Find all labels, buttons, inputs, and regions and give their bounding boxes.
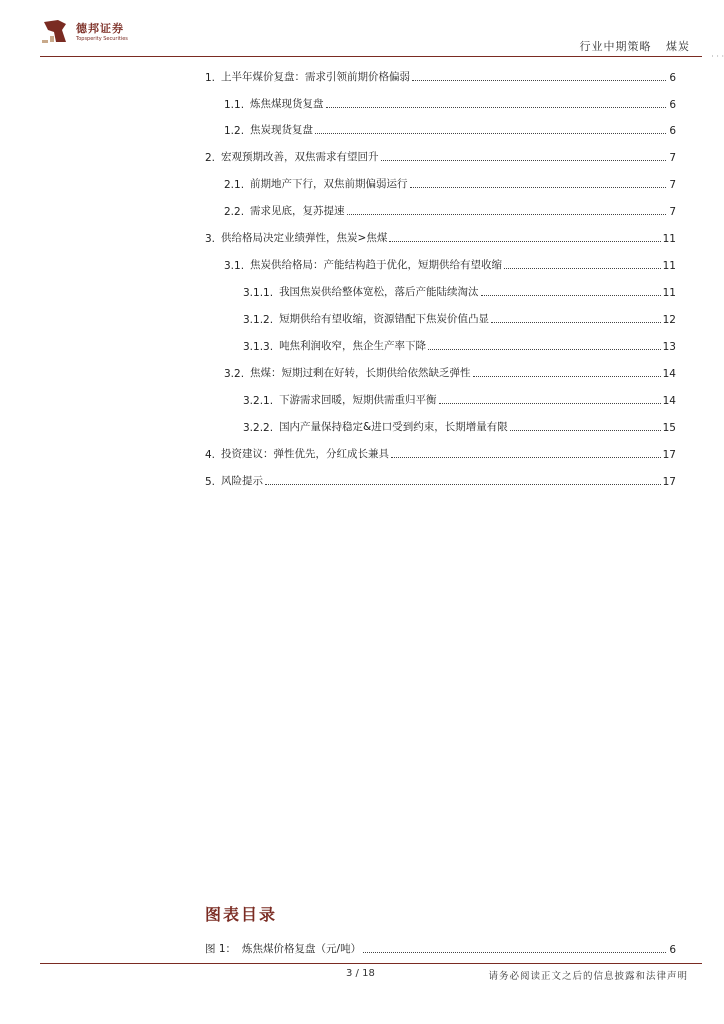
toc-entry[interactable] — [205, 472, 676, 488]
header-report-info — [570, 38, 691, 54]
toc-page: 11 — [662, 260, 676, 272]
footer-divider — [40, 963, 702, 964]
toc-entry[interactable] — [224, 202, 676, 218]
toc-page: 14 — [662, 368, 676, 380]
toc-entry[interactable] — [243, 310, 676, 326]
toc-entry[interactable] — [224, 175, 676, 191]
logo-text-en: Topsperity Securities — [76, 36, 128, 42]
toc-page: 7 — [669, 152, 676, 164]
toc-page: 7 — [669, 206, 676, 218]
toc-title: 下游需求回暖，短期供需重归平衡 — [279, 394, 437, 406]
toc-leader — [265, 483, 661, 485]
toc-title: 上半年煤价复盘：需求引领前期价格偏弱 — [221, 71, 411, 83]
toc-page: 13 — [662, 341, 676, 353]
logo-text-cn: 德邦证券 — [76, 22, 124, 35]
toc-leader — [389, 240, 660, 242]
toc-number: 3.1.3. — [243, 341, 274, 353]
toc-leader — [439, 402, 661, 404]
toc-page: 12 — [662, 314, 676, 326]
toc-entry[interactable] — [243, 283, 676, 299]
toc-title: 焦煤：短期过剩在好转，长期供给依然缺乏弹性 — [250, 367, 471, 379]
toc-leader — [412, 79, 666, 81]
industry-label: 煤炭 — [666, 40, 690, 53]
figure-page: 6 — [669, 944, 676, 956]
toc-entry[interactable] — [224, 95, 676, 111]
page-number: 3 / 18 — [346, 968, 375, 979]
header-divider — [40, 56, 702, 57]
toc-number: 3.2.1. — [243, 395, 274, 407]
toc-entry[interactable] — [205, 445, 676, 461]
toc-page: 11 — [662, 233, 676, 245]
toc-page: 14 — [662, 395, 676, 407]
toc-entry[interactable] — [205, 229, 676, 245]
toc-number: 5. — [205, 476, 216, 488]
figure-list-entry[interactable] — [205, 940, 676, 956]
toc-page: 6 — [669, 72, 676, 84]
logo-mark-icon — [40, 16, 70, 46]
toc-leader — [473, 375, 661, 377]
toc-page: 15 — [662, 422, 676, 434]
footer-disclaimer: 请务必阅读正文之后的信息披露和法律声明 — [488, 971, 688, 982]
toc-title: 炼焦煤现货复盘 — [250, 98, 324, 110]
edge-marks: · · · — [711, 52, 724, 61]
toc-page: 6 — [669, 99, 676, 111]
toc-page: 17 — [662, 476, 676, 488]
toc-leader — [391, 456, 661, 458]
toc-leader — [481, 294, 661, 296]
toc-number: 1. — [205, 72, 216, 84]
toc-page: 11 — [662, 287, 676, 299]
toc-entry[interactable] — [224, 121, 676, 137]
company-logo — [40, 14, 160, 50]
toc-number: 2.1. — [224, 179, 245, 191]
toc-leader — [428, 348, 661, 350]
toc-title: 需求见底，复苏提速 — [250, 205, 345, 217]
toc-number: 1.2. — [224, 125, 245, 137]
toc-leader — [315, 132, 666, 134]
toc-title: 前期地产下行，双焦前期偏弱运行 — [250, 178, 408, 190]
toc-page: 6 — [669, 125, 676, 137]
toc-number: 1.1. — [224, 99, 245, 111]
toc-number: 2. — [205, 152, 216, 164]
toc-entry[interactable] — [243, 337, 676, 353]
toc-title: 我国焦炭供给整体宽松，落后产能陆续淘汰 — [279, 286, 479, 298]
toc-leader — [347, 213, 666, 215]
toc-number: 3.2. — [224, 368, 245, 380]
report-type: 行业中期策略 — [579, 40, 652, 53]
toc-entry[interactable] — [205, 68, 676, 84]
toc-title: 短期供给有望收缩，资源错配下焦炭价值凸显 — [279, 313, 490, 325]
toc-title: 焦炭现货复盘 — [250, 124, 314, 136]
toc-entry[interactable] — [243, 418, 676, 434]
toc-title: 风险提示 — [221, 475, 264, 487]
toc-title: 国内产量保持稳定&进口受到约束，长期增量有限 — [279, 421, 508, 433]
toc-number: 4. — [205, 449, 216, 461]
toc-number: 3.1. — [224, 260, 245, 272]
toc-page: 7 — [669, 179, 676, 191]
toc-leader — [504, 267, 661, 269]
figure-list-heading: 图表目录 — [205, 905, 278, 924]
toc-number: 3.1.1. — [243, 287, 274, 299]
figure-title: 炼焦煤价格复盘（元/吨） — [242, 943, 362, 955]
figure-label: 图 1： — [205, 943, 237, 955]
toc-number: 3. — [205, 233, 216, 245]
toc-leader — [510, 429, 661, 431]
toc-title: 焦炭供给格局：产能结构趋于优化，短期供给有望收缩 — [250, 259, 503, 271]
toc-title: 吨焦利润收窄，焦企生产率下降 — [279, 340, 427, 352]
toc-number: 2.2. — [224, 206, 245, 218]
toc-title: 供给格局决定业绩弹性，焦炭>焦煤 — [221, 232, 388, 244]
toc-entry[interactable] — [224, 364, 676, 380]
toc-leader — [381, 159, 666, 161]
toc-number: 3.2.2. — [243, 422, 274, 434]
toc-leader — [326, 106, 666, 108]
toc-entry[interactable] — [243, 391, 676, 407]
toc-title: 投资建议：弹性优先，分红成长兼具 — [221, 448, 390, 460]
toc-leader — [363, 951, 666, 953]
toc-title: 宏观预期改善，双焦需求有望回升 — [221, 151, 379, 163]
toc-leader — [491, 321, 661, 323]
toc-entry[interactable] — [205, 148, 676, 164]
toc-number: 3.1.2. — [243, 314, 274, 326]
toc-entry[interactable] — [224, 256, 676, 272]
toc-leader — [410, 186, 666, 188]
toc-page: 17 — [662, 449, 676, 461]
